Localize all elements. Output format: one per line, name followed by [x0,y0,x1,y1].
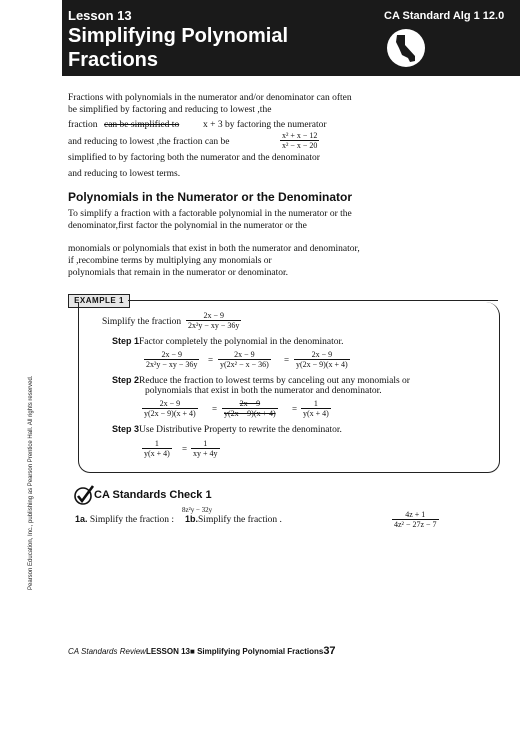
step1-text: Factor completely the polynomial in the denominator. [139,337,344,347]
check-jumbled-top [180,506,214,514]
california-state-icon [386,28,426,68]
intro-line3c: x + 3 by factoring the numerator [203,120,327,130]
step2-fraction3-den: y(x + 4) [303,409,329,418]
step2 [112,375,410,386]
intro-line3a: fraction [68,120,98,130]
check-item-b-text: Simplify the fraction . [198,515,282,525]
footer [68,645,336,657]
intro-line5: simplified to by factoring both the numerator and the denominator [68,153,320,163]
step2-text: Reduce the fraction to lowest terms by canceling out any monomials or [139,376,410,386]
step2-fraction1 [142,399,198,418]
check-item-label: 1a. [75,514,88,524]
example-fraction-denominator: 2x²y − xy − 36y [188,321,240,330]
example-prompt: Simplify the fraction [102,317,182,327]
step2-label: Step 2 [112,375,140,385]
step1-fraction1-num: 2x − 9 [144,350,199,360]
step1-label: Step 1 [112,336,140,346]
section-heading: Polynomials in the Numerator or the Denominator [68,190,353,204]
footer-bullet: ■ [189,647,195,656]
section-line5: polynomials that remain in the numerator or denominator. [68,268,289,278]
step1-fraction1-den: 2x²y − xy − 36y [146,360,198,369]
intro-line3b: can be simplified to [104,120,180,130]
step1 [112,336,343,347]
step2-fraction3-num: 1 [301,399,331,409]
footer-lesson: LESSON 13 [145,647,190,656]
check-item-text: Simplify the fraction : [89,515,175,525]
intro-line6: and reducing to lowest terms. [68,169,181,179]
step3 [112,424,342,435]
step2-fraction1-den: y(2x − 9)(x + 4) [144,409,196,418]
step2-fraction2-num: 2x − 9 [222,399,278,409]
step3-fraction1 [142,439,172,458]
check-fraction-num: 4z + 1 [392,510,439,520]
step1-fraction2-den: y(2x² − x − 36) [220,360,269,369]
page-title-line2: Fractions [68,49,159,71]
intro-fraction-denominator: x² − x − 20 [282,141,318,150]
step1-fraction3-den: y(2x − 9)(x + 4) [296,360,348,369]
standard-label: CA Standard Alg 1 12.0 [384,10,505,22]
equals-sign: = [212,404,218,414]
section-line3: monomials or polynomials that exist in both the numerator and denominator, [68,244,360,254]
step3-fraction1-den: y(x + 4) [144,449,170,458]
checkmark-icon [73,484,95,506]
step3-fraction1-num: 1 [142,439,172,449]
step3-label: Step 3 [112,424,140,434]
check-fraction-den: 4z² − 27z − 7 [394,520,437,529]
intro-fraction [280,131,319,150]
section-line4: if ,recombine terms by multiplying any monomials or [68,256,272,266]
step2-fraction2 [222,399,278,418]
page-number: 37 [323,645,336,657]
example-fraction-numerator: 2x − 9 [186,311,241,321]
lesson-number: Lesson 13 [68,8,132,23]
intro-line4: and reducing to lowest ,the fraction can be [68,137,230,147]
step2-fraction2-den: y(2x − 9)(x + 4) [224,409,276,418]
step1-fraction2-num: 2x − 9 [218,350,271,360]
step3-fraction2-den: xy + 4y [193,449,218,458]
step2-fraction1-num: 2x − 9 [142,399,198,409]
example-rule [128,300,498,301]
step3-fraction2-num: 1 [191,439,220,449]
example-label: EXAMPLE 1 [68,294,130,308]
section-line1: To simplify a fraction with a factorable polynomial in the numerator or the [68,209,352,219]
step3-fraction2 [191,439,220,458]
footer-title: Simplifying Polynomial Fractions [197,647,324,656]
equals-sign: = [208,355,214,365]
step3-text: Use Distributive Property to rewrite the denominator. [139,425,342,435]
page-title-line1: Simplifying Polynomial [68,25,289,47]
step1-fraction3-num: 2x − 9 [294,350,350,360]
check-item-b-label: 1b. [185,514,199,524]
check-heading: CA Standards Check 1 [94,489,212,501]
equals-sign: = [292,404,298,414]
check-jumbled-top-text: 8z²y − 32y [182,506,213,514]
equals-sign: = [284,355,290,365]
step1-fraction3 [294,350,350,369]
check-item [75,514,174,525]
section-line2: denominator,first factor the polynomial in the numerator or the [68,221,307,231]
copyright-sidebar: Pearson Education, Inc., publishing as Pearson Prentice Hall. All rights reserved. [28,375,34,590]
step2-fraction3 [301,399,331,418]
intro-fraction-numerator: x² + x − 12 [282,131,318,140]
equals-sign: = [182,444,188,454]
check-fraction [392,510,439,529]
intro-line2: be simplified by factoring and reducing to lowest ,the [68,105,272,115]
step1-fraction2 [218,350,271,369]
example-fraction [186,311,241,330]
step1-fraction1 [144,350,199,369]
step2-text2: polynomials that exist in both the numerator and denominator. [145,386,382,396]
footer-review: CA Standards Review [68,647,146,656]
check-item-b [185,514,282,525]
intro-line1: Fractions with polynomials in the numerator and/or denominator can often [68,93,352,103]
